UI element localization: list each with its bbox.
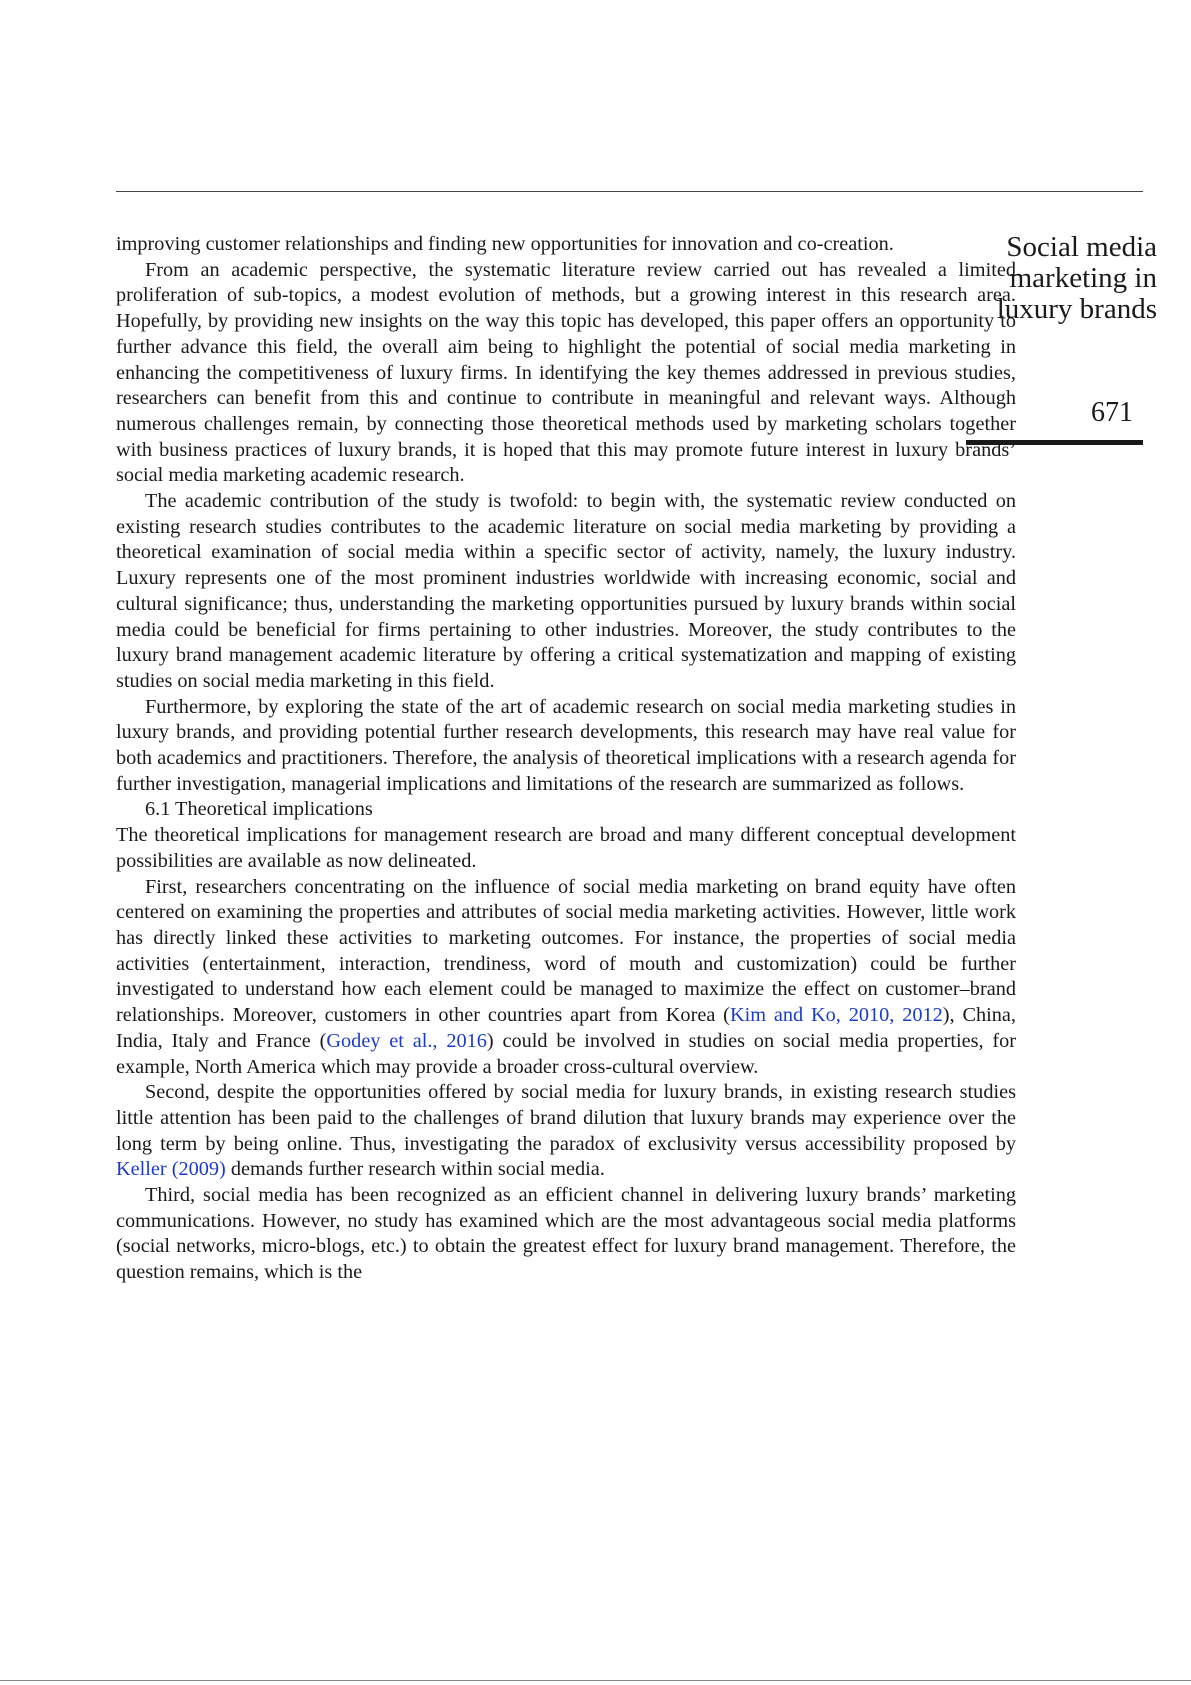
- running-head-line-3: luxury brands: [996, 293, 1157, 325]
- text-run: demands further research within social media.: [225, 1158, 605, 1181]
- paragraph-furthermore: Furthermore, by exploring the state of the art of academic research on social media marketing studies in luxury brands, and providing potential further research developments, this research may have real value for both academics and practitioners. Therefore, the analysis of theoretical implications with a research agenda for further investigation, managerial implications and limitations of the research are summarized as follows.: [116, 695, 1016, 795]
- paragraph-second: [116, 1080, 1016, 1183]
- text-run: Second, despite the opportunities offered by social media for luxury brands, in existing research studies little attention has been paid to the challenges of brand dilution that luxury brands may experience over the long term by being online. Thus, investigating the paradox of exclusivity versus accessibility proposed by: [116, 1081, 1016, 1155]
- running-head-line-1: Social media: [1006, 231, 1157, 263]
- citation-keller[interactable]: Keller (2009): [116, 1158, 226, 1181]
- paragraph-theoretical-intro: The theoretical implications for management research are broad and many different conceptual development possibilities are available as now delineated.: [116, 824, 1016, 872]
- body-text: [116, 232, 1016, 1286]
- header-rule: [116, 191, 1143, 192]
- footer-rule: [0, 1680, 1191, 1681]
- text-run: ), China, India, Italy and France (: [116, 1004, 1016, 1052]
- paragraph-first: [116, 875, 1016, 1081]
- paragraph-academic-perspective: From an academic perspective, the systematic literature review carried out has revealed a limited proliferation of sub-topics, a modest evolution of methods, but a growing interest in this research area. Hopefully, by providing new insights on the way this topic has developed, this paper offers an opportunity to further advance this field, the overall aim being to highlight the potential of social media marketing in enhancing the competitiveness of luxury firms. In identifying the key themes addressed in previous studies, researchers can benefit from this and continue to contribute in meaningful and relevant ways. Although numerous challenges remain, by connecting those theoretical methods used by marketing scholars together with business practices of luxury brands, it is hoped that this may promote future interest in luxury brands’ social media marketing academic research.: [116, 258, 1016, 487]
- text-run: ) could be involved in studies on social media properties, for example, North America which may provide a broader cross-cultural overview.: [116, 1029, 1017, 1078]
- paragraph-academic-contribution: The academic contribution of the study is twofold: to begin with, the systematic review conducted on existing research studies contributes to the academic literature on social media marketing by providing a theoretical examination of social media within a specific sector of activity, namely, the luxury industry. Luxury represents one of the most prominent industries worldwide with increasing economic, social and cultural significance; thus, understanding the marketing opportunities pursued by luxury brands within social media could be beneficial for firms pertaining to other industries. Moreover, the study contributes to the luxury brand management academic literature by offering a critical systematization and mapping of existing studies on social media marketing in this field.: [116, 490, 1016, 692]
- citation-kim-ko[interactable]: Kim and Ko, 2010, 2012: [729, 1004, 943, 1027]
- page-number: 671: [1091, 397, 1133, 428]
- paragraph-third: Third, social media has been recognized as an efficient channel in delivering luxury brands’ marketing communications. However, no study has examined which are the most advantageous social media platforms (social networks, micro-blogs, etc.) to obtain the greatest effect for luxury brand management. Therefore, the question remains, which is the: [116, 1184, 1016, 1284]
- text-run: First, researchers concentrating on the influence of social media marketing on brand equity have often centered on examining the properties and attributes of social media marketing activities. However, little work has directly linked these activities to marketing outcomes. For instance, the properties of social media activities (entertainment, interaction, trendiness, word of mouth and customization) could be further investigated to understand how each element could be managed to maximize the effect on customer–brand relationships. Moreover, customers in other countries apart from Korea (: [116, 875, 1016, 1027]
- section-heading: 6.1 Theoretical implications: [145, 798, 373, 821]
- running-head-line-2: marketing in: [1009, 262, 1157, 294]
- citation-godey[interactable]: Godey et al., 2016: [326, 1029, 487, 1052]
- paragraph-continuation: improving customer relationships and finding new opportunities for innovation and co-creation.: [116, 233, 894, 255]
